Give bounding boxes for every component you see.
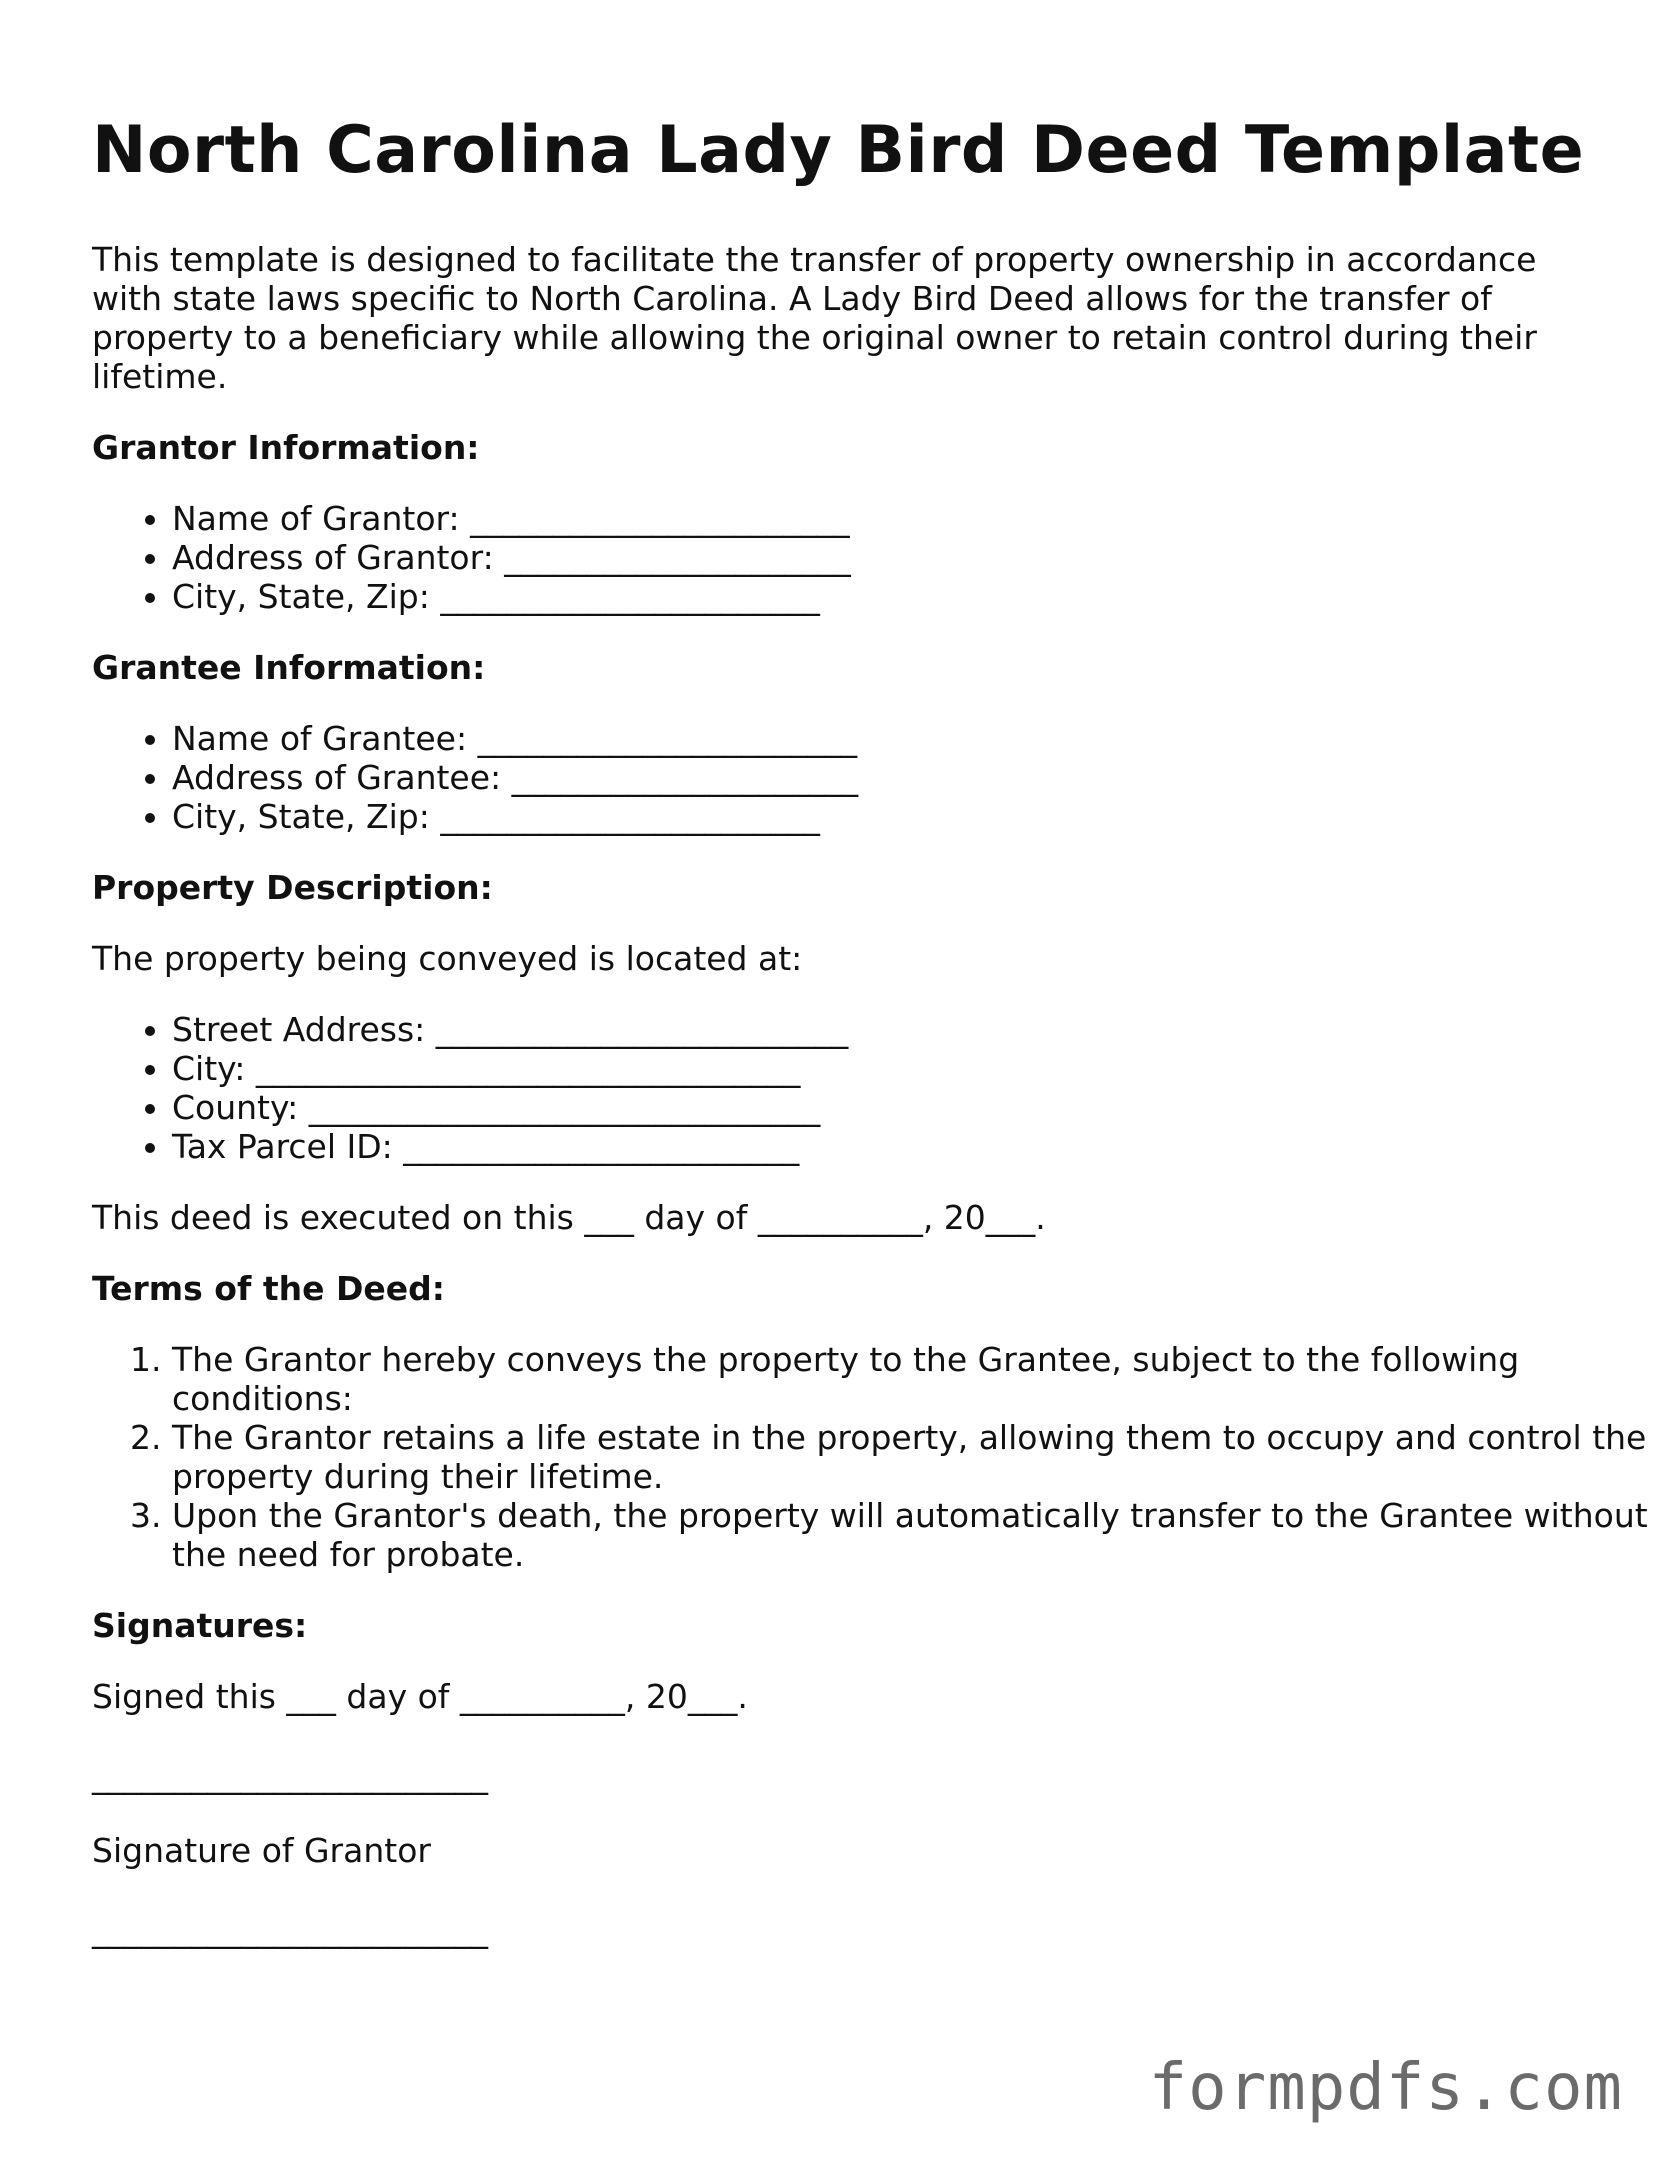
grantee-name-field: • Name of Grantee: _______________________ [172, 719, 1592, 758]
grantor-address-field: • Address of Grantor: _____________________ [172, 538, 1592, 577]
grantor-heading: Grantor Information: [92, 428, 480, 467]
watermark: formpdfs.com [1148, 2051, 1623, 2125]
term-item: 3. Upon the Grantor's death, the property will automatically transfer to the Grantee without the need for probate. [172, 1496, 1662, 1574]
property-parcel-field: • Tax Parcel ID: ________________________ [172, 1127, 1592, 1166]
intro-paragraph: This template is designed to facilitate the transfer of property ownership in accordance with state laws specific to North Carolina. A Lady Bird Deed allows for the transfer of property to a beneficiary while allowing the original owner to retain control during their lifetime. [92, 240, 1537, 396]
document-title: North Carolina Lady Bird Deed Template [92, 113, 1585, 188]
property-county-field: • County: _______________________________ [172, 1088, 1592, 1127]
property-city-field: • City: _________________________________ [172, 1049, 1592, 1088]
property-street-field: • Street Address: _________________________ [172, 1010, 1592, 1049]
term-item: 1. The Grantor hereby conveys the property to the Grantee, subject to the following conditions: [172, 1340, 1662, 1418]
signatures-heading: Signatures: [92, 1606, 308, 1645]
terms-heading: Terms of the Deed: [92, 1269, 445, 1308]
grantor-signature-label: Signature of Grantor [92, 1831, 431, 1870]
grantee-list [92, 719, 1592, 836]
property-lead: The property being conveyed is located at: [92, 939, 803, 978]
grantee-city-field: • City, State, Zip: _______________________ [172, 797, 1592, 836]
grantor-list [92, 499, 1592, 616]
document-page [92, 112, 1648, 1985]
term-item: 2. The Grantor retains a life estate in the property, allowing them to occupy and control the property during their lifetime. [172, 1418, 1662, 1496]
grantee-heading: Grantee Information: [92, 648, 486, 687]
signed-line: Signed this ___ day of __________, 20___. [92, 1677, 748, 1716]
grantee-address-field: • Address of Grantee: _____________________ [172, 758, 1592, 797]
grantor-city-field: • City, State, Zip: _______________________ [172, 577, 1592, 616]
property-list [92, 1010, 1592, 1166]
grantor-name-field: • Name of Grantor: _______________________ [172, 499, 1592, 538]
executed-line: This deed is executed on this ___ day of __________, 20___. [92, 1198, 1046, 1237]
property-heading: Property Description: [92, 868, 493, 907]
second-signature-line: ________________________ [92, 1910, 488, 1949]
terms-list [92, 1340, 1662, 1574]
grantor-signature-line: ________________________ [92, 1756, 488, 1795]
